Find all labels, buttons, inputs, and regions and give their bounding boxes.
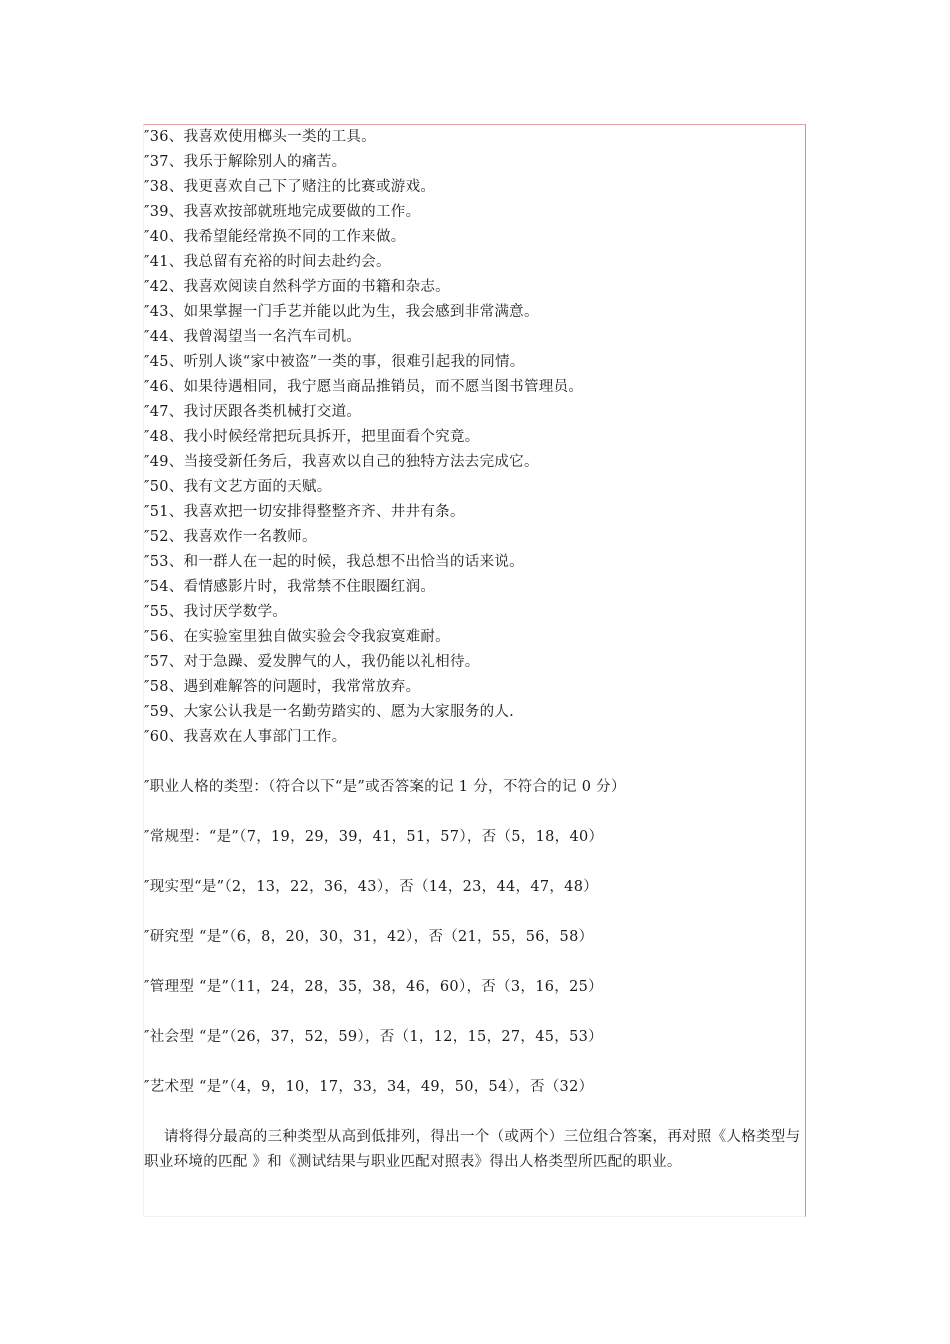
question-item: ″41、我总留有充裕的时间去赴约会。 bbox=[144, 254, 391, 270]
scoring-section bbox=[144, 750, 816, 1125]
type-enterprising: ″管理型 “是”（11，24，28，35，38，46，60），否（3，16，25） bbox=[144, 979, 603, 995]
instruction-paragraph: 请将得分最高的三种类型从高到低排列，得出一个（或两个）三位组合答案，再对照《人格类型与职业环境的匹配 》和《测试结果与职业匹配对照表》得出人格类型所匹配的职业。 bbox=[144, 1129, 801, 1170]
question-item: ″39、我喜欢按部就班地完成要做的工作。 bbox=[144, 204, 421, 220]
type-social: ″社会型 “是”（26，37，52，59），否（1，12，15，27，45，53） bbox=[144, 1029, 603, 1045]
question-item: ″47、我讨厌跟各类机械打交道。 bbox=[144, 404, 362, 420]
question-item: ″36、我喜欢使用榔头一类的工具。 bbox=[144, 129, 376, 145]
question-item: ″45、听别人谈“家中被盗”一类的事，很难引起我的同情。 bbox=[144, 354, 525, 370]
question-item: ″42、我喜欢阅读自然科学方面的书籍和杂志。 bbox=[144, 279, 450, 295]
type-investigative: ″研究型 “是”（6，8，20，30，31，42），否（21，55，56，58） bbox=[144, 929, 594, 945]
type-artistic: ″艺术型 “是”（4，9，10，17，33，34，49，50，54），否（32） bbox=[144, 1079, 594, 1095]
scoring-header: ″职业人格的类型：（符合以下“是”或否答案的记 1 分，不符合的记 0 分） bbox=[144, 779, 626, 795]
question-item: ″58、遇到难解答的问题时，我常常放弃。 bbox=[144, 679, 421, 695]
question-list bbox=[144, 125, 816, 750]
question-item: ″52、我喜欢作一名教师。 bbox=[144, 529, 317, 545]
type-realistic: ″现实型“是”（2，13，22，36，43），否（14，23，44，47，48） bbox=[144, 879, 599, 895]
question-item: ″57、对于急躁、爱发脾气的人，我仍能以礼相待。 bbox=[144, 654, 480, 670]
question-item: ″48、我小时候经常把玩具拆开，把里面看个究竟。 bbox=[144, 429, 480, 445]
question-item: ″49、当接受新任务后，我喜欢以自己的独特方法去完成它。 bbox=[144, 454, 539, 470]
question-item: ″38、我更喜欢自己下了赌注的比赛或游戏。 bbox=[144, 179, 436, 195]
question-item: ″53、和一群人在一起的时候，我总想不出恰当的话来说。 bbox=[144, 554, 524, 570]
question-item: ″46、如果待遇相同，我宁愿当商品推销员，而不愿当图书管理员。 bbox=[144, 379, 584, 395]
question-item: ″40、我希望能经常换不同的工作来做。 bbox=[144, 229, 406, 245]
question-item: ″51、我喜欢把一切安排得整整齐齐、井井有条。 bbox=[144, 504, 465, 520]
question-item: ″43、如果掌握一门手艺并能以此为生，我会感到非常满意。 bbox=[144, 304, 539, 320]
question-item: ″56、在实验室里独自做实验会令我寂寞难耐。 bbox=[144, 629, 450, 645]
question-item: ″54、看情感影片时，我常禁不住眼圈红润。 bbox=[144, 579, 436, 595]
question-item: ″59、大家公认我是一名勤劳踏实的、愿为大家服务的人. bbox=[144, 704, 515, 720]
document-body bbox=[144, 125, 816, 1175]
type-conventional: ″常规型：“是”（7，19，29，39，41，51，57），否（5，18，40） bbox=[144, 829, 604, 845]
question-item: ″37、我乐于解除别人的痛苦。 bbox=[144, 154, 347, 170]
question-item: ″60、我喜欢在人事部门工作。 bbox=[144, 729, 347, 745]
question-item: ″55、我讨厌学数学。 bbox=[144, 604, 288, 620]
question-item: ″50、我有文艺方面的天赋。 bbox=[144, 479, 332, 495]
question-item: ″44、我曾渴望当一名汽车司机。 bbox=[144, 329, 362, 345]
